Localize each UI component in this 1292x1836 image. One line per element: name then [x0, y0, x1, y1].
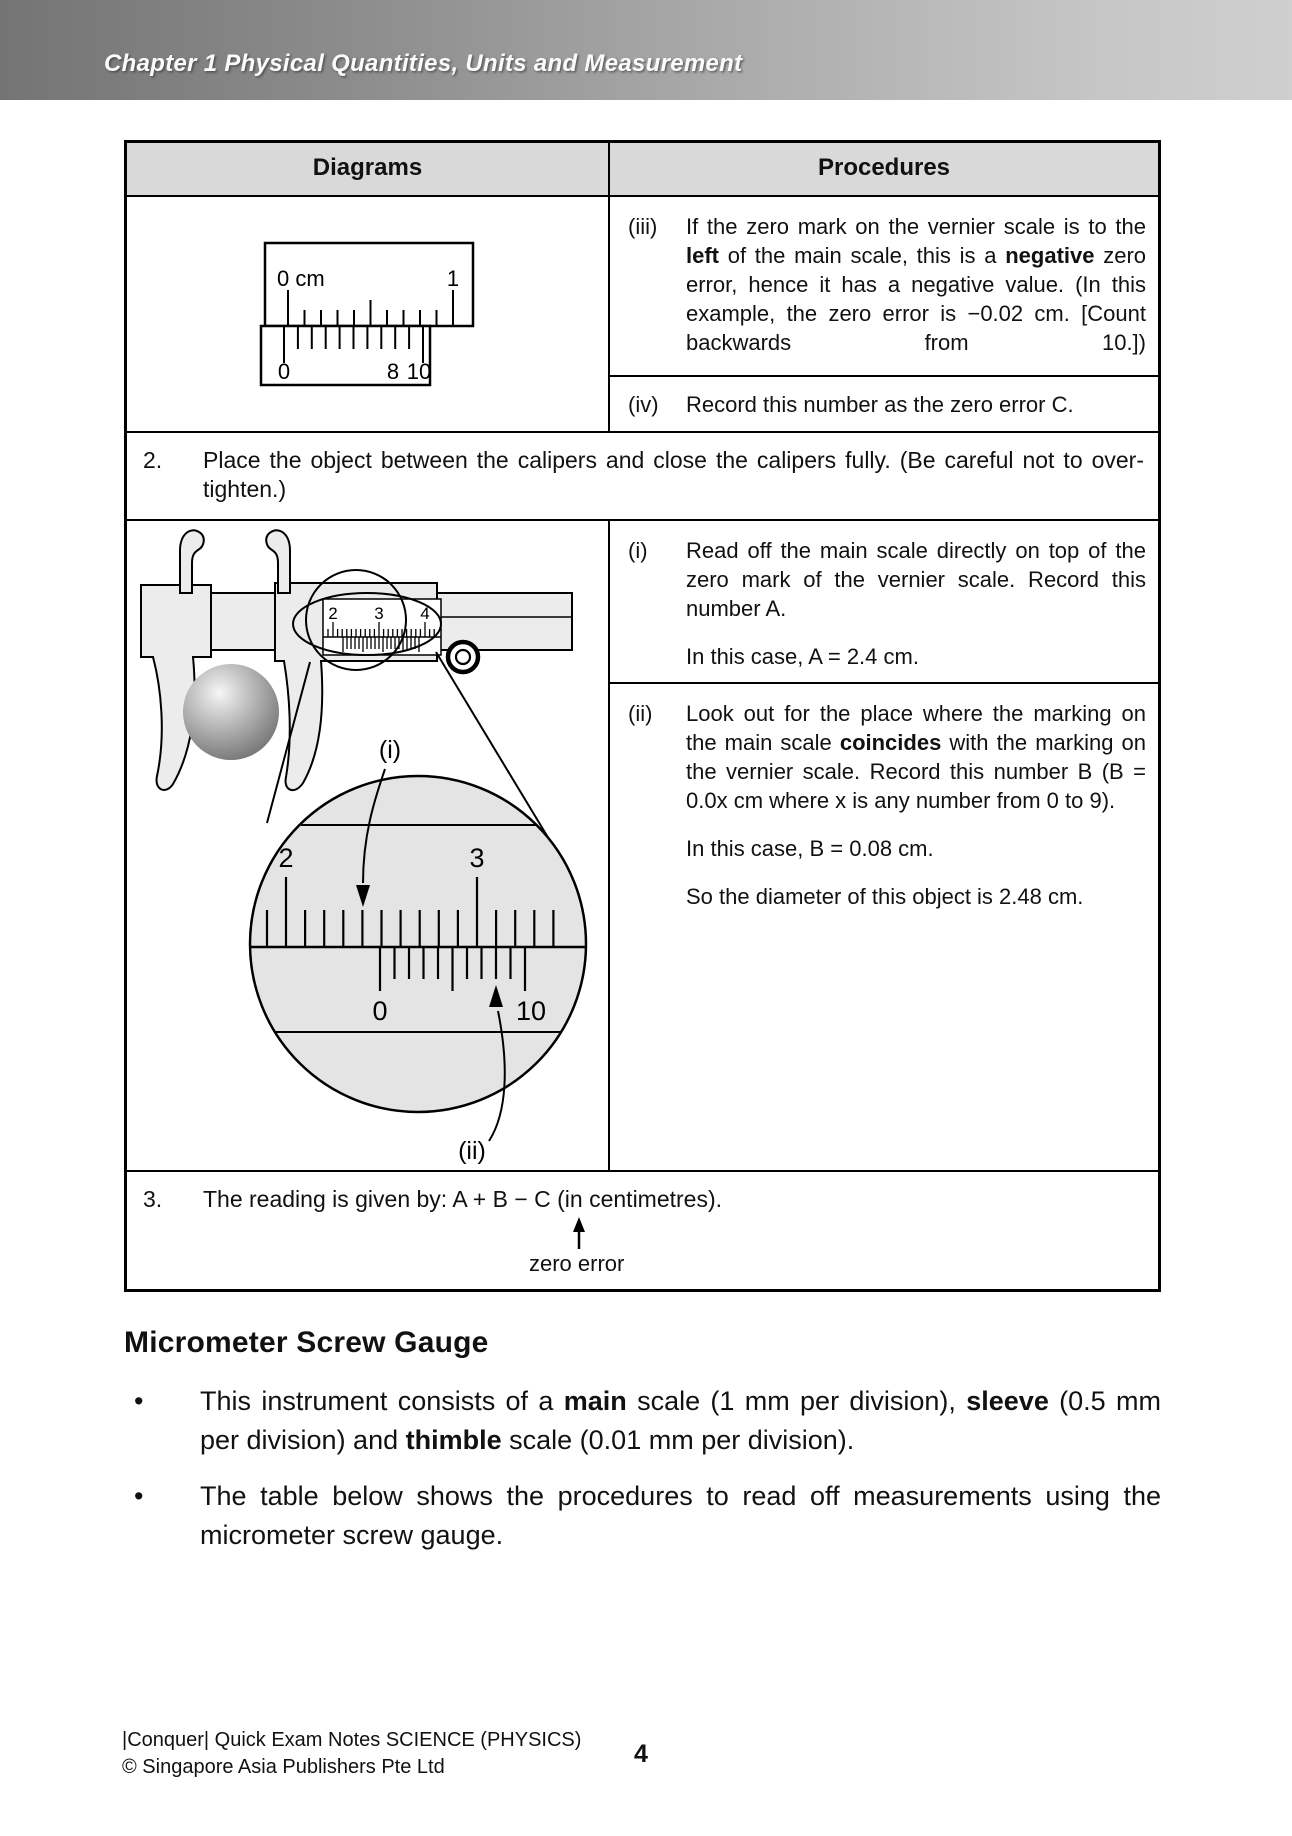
text-segment: (0.5 mm per division) and [200, 1386, 1161, 1455]
main-scale-zero-label: 0 cm [277, 266, 325, 291]
step-text: Place the object between the calipers and close the calipers fully. (Be careful not to over-tighten.) [203, 447, 1144, 502]
page-number: 4 [634, 1740, 648, 1768]
column-header-procedures: Procedures [817, 154, 951, 181]
item-number: (iv) [628, 392, 659, 417]
table-row-zero-error [127, 195, 1158, 431]
micrometer-section [124, 1326, 1161, 1555]
formula-line [143, 1185, 1144, 1214]
column-header-diagrams: Diagrams [127, 143, 610, 195]
bold-coincides: coincides [839, 730, 942, 755]
table-row-formula [127, 1170, 1158, 1289]
procedure-item-i [610, 521, 1158, 682]
zoom-vernier-10-label: 10 [515, 996, 547, 1026]
formula-text: The reading is given by: A + B − C (in centimetres). [203, 1186, 723, 1212]
footer [122, 1727, 581, 1781]
procedure-item-iii [610, 197, 1158, 375]
bullet-text [200, 1382, 1161, 1460]
diagram-cell-caliper [127, 521, 610, 1170]
formula-cell [127, 1172, 1158, 1289]
main-scale-one-label: 1 [446, 266, 460, 291]
pointer-i-label: (i) [378, 736, 402, 764]
paragraph: In this case, A = 2.4 cm. [686, 644, 919, 669]
upper-jaw-left [180, 530, 204, 593]
paragraph: In this case, B = 0.08 cm. [686, 836, 934, 861]
paragraph: So the diameter of this object is 2.48 cm. [686, 884, 1084, 909]
footer-copyright: © Singapore Asia Publishers Pte Ltd [122, 1756, 445, 1778]
procedure-item-ii [610, 682, 1158, 1170]
chapter-header-band [0, 0, 1292, 100]
text-segment: zero error, hence it has a negative value. (In this example, the zero error is −0.02 cm. [Count backwards from 10.]) [686, 243, 1147, 355]
bold-negative: negative [1005, 243, 1095, 268]
bullet-text: The table below shows the procedures to read off measurements using the micrometer screw gauge. [200, 1481, 1161, 1550]
item-number: (iii) [628, 214, 658, 239]
caliper-scale-2: 2 [328, 604, 338, 623]
table-header-row [127, 143, 1158, 195]
text-segment: Look out for the place where the marking on the main scale [686, 701, 1146, 755]
bullet-marker: • [134, 1386, 144, 1416]
text-segment: scale (0.01 mm per division). [501, 1425, 855, 1455]
vernier-zero-error-diagram [127, 197, 610, 431]
section-heading: Micrometer Screw Gauge [124, 1326, 489, 1359]
item-text [686, 212, 1146, 363]
bold-main: main [563, 1386, 627, 1416]
item-number: (ii) [628, 701, 653, 726]
procedures-col-1 [610, 197, 1158, 431]
zero-error-label: zero error [529, 1251, 625, 1276]
step2-cell [127, 433, 1158, 519]
bold-left: left [686, 243, 719, 268]
upper-jaw-right [266, 530, 290, 593]
bullet-item-1 [124, 1382, 1161, 1460]
text-segment: scale (1 mm per division), [626, 1386, 967, 1416]
vernier-eight-label: 8 [386, 359, 400, 384]
measured-sphere [183, 664, 279, 760]
text-segment: with the marking on the vernier scale. Record this number B (B = 0.0x cm where x is any number from 0 to 9). [686, 730, 1146, 813]
item-text [686, 699, 1146, 1158]
bold-thimble: thimble [405, 1425, 502, 1455]
vernier-ten-label: 10 [406, 359, 432, 384]
caliper-reading-diagram [127, 521, 610, 1170]
table-row-step2 [127, 431, 1158, 519]
diagram-cell-zero-error [127, 197, 610, 431]
item-text [686, 536, 1146, 670]
procedures-col-2 [610, 521, 1158, 1170]
paragraph [686, 699, 1146, 815]
item-text: Record this number as the zero error C. [686, 392, 1074, 417]
zoom-main-2-label: 2 [278, 843, 294, 873]
step-number: 2. [143, 447, 163, 473]
caliper-scale-3: 3 [374, 604, 384, 623]
text-segment: If the zero mark on the vernier scale is to the [686, 214, 1146, 239]
zoom-vernier-0-label: 0 [372, 996, 388, 1026]
zero-error-arrow-icon [569, 1215, 1144, 1251]
footer-book-title: |Conquer| Quick Exam Notes SCIENCE (PHYSICS) [122, 1729, 582, 1751]
text-segment: This instrument consists of a [200, 1386, 564, 1416]
procedure-item-iv [610, 375, 1158, 431]
pointer-ii-label: (ii) [458, 1137, 486, 1165]
bold-sleeve: sleeve [966, 1386, 1049, 1416]
zoom-main-3-label: 3 [469, 843, 485, 873]
item-number: (i) [628, 538, 648, 563]
paragraph: Read off the main scale directly on top of the zero mark of the vernier scale. Record this number A. [686, 538, 1146, 621]
vernier-zero-label: 0 [277, 359, 291, 384]
procedures-table [124, 140, 1161, 1292]
text-segment: of the main scale, this is a [719, 243, 1006, 268]
table-row-reading [127, 519, 1158, 1170]
step-number: 3. [143, 1186, 163, 1212]
bullet-marker: • [134, 1481, 144, 1511]
magnified-view-circle [250, 776, 586, 1112]
chapter-title: Chapter 1 Physical Quantities, Units and Measurement [104, 50, 743, 77]
caliper-scale-4: 4 [420, 604, 430, 623]
thumb-roller-icon [448, 642, 478, 672]
bullet-item-2 [124, 1477, 1161, 1555]
